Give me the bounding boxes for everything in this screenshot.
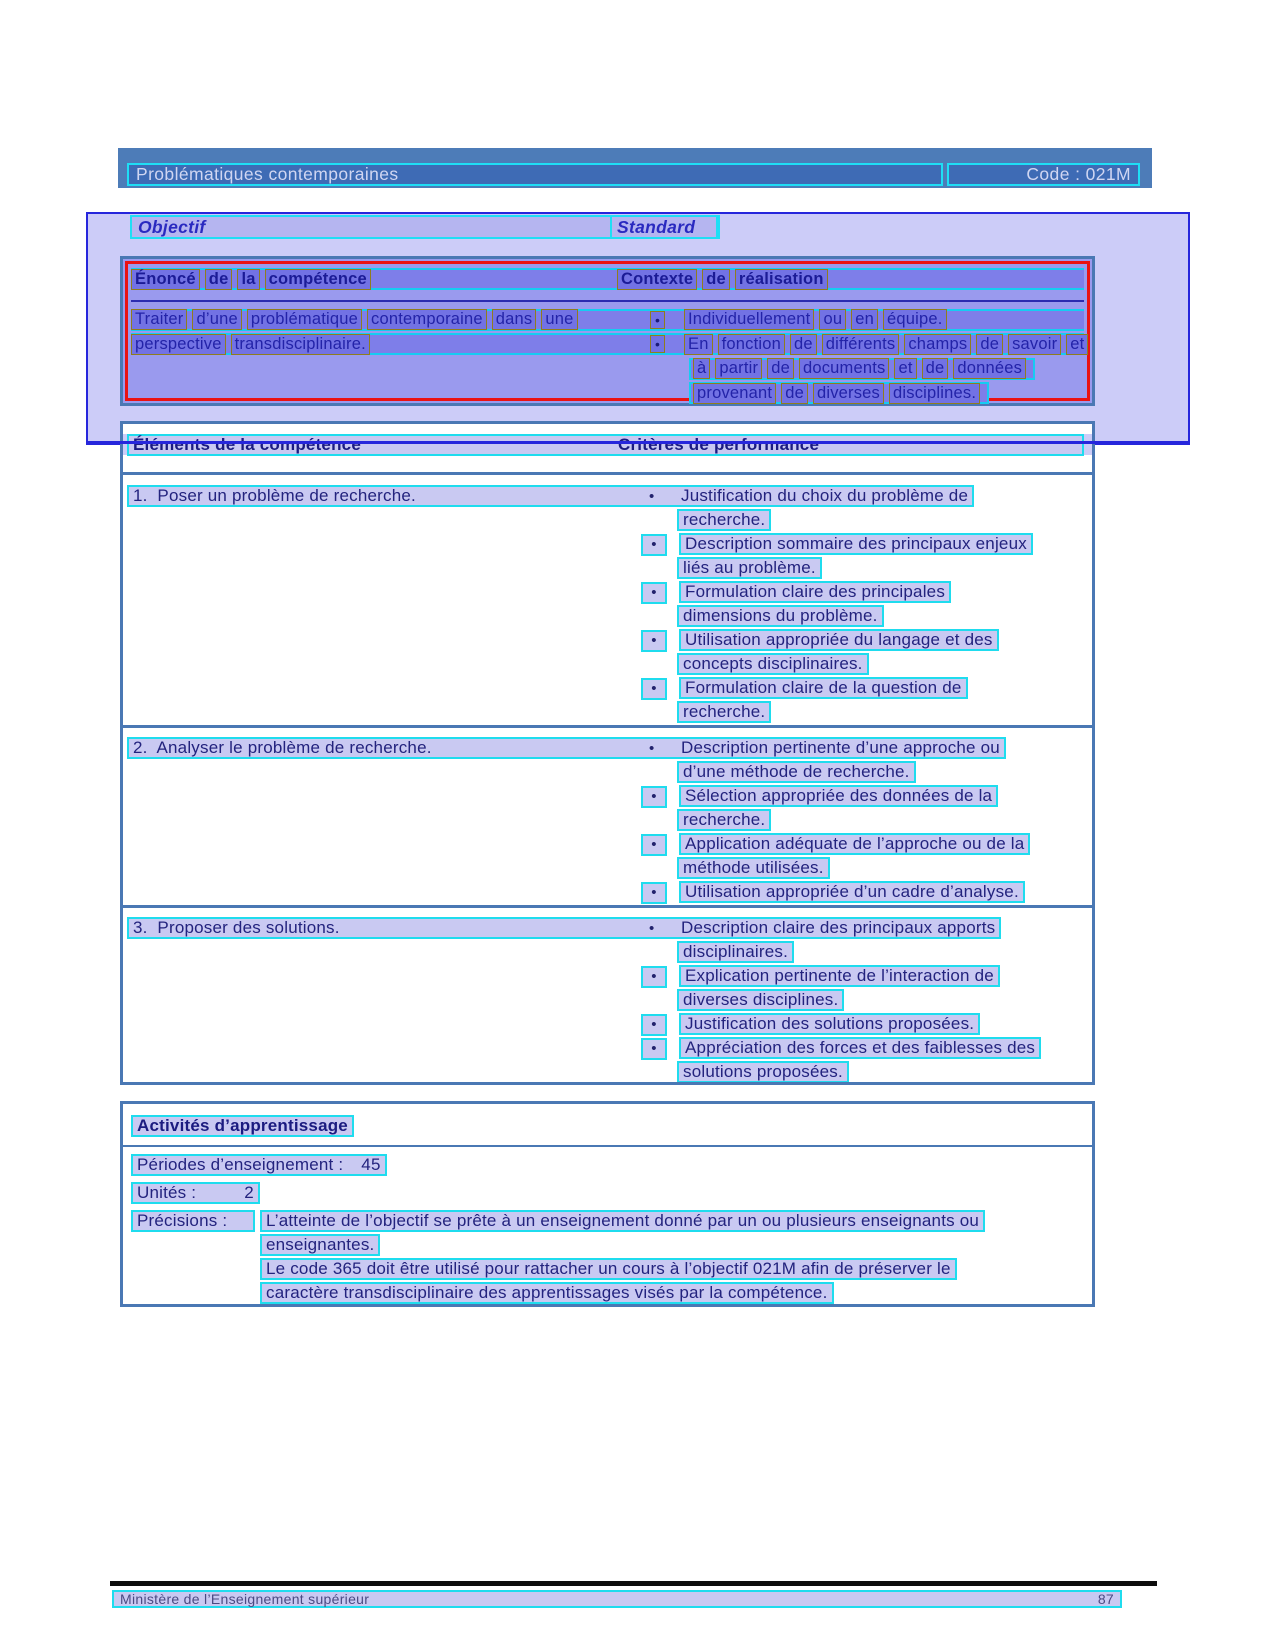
bullet-item: Description pertinente d’une approche ou [681, 738, 1000, 757]
bullet-dot: • [651, 968, 657, 985]
precision-line-row [131, 1258, 957, 1282]
bullet-dot: • [651, 1016, 657, 1033]
precisions-label-box [131, 1210, 255, 1232]
table-row-line [127, 917, 1092, 941]
row-label: 2. Analyser le problème de recherche. [133, 738, 432, 757]
word-highlight-box: à [693, 358, 710, 379]
word-highlight-box: et [1066, 334, 1088, 355]
precision-line-row [131, 1282, 834, 1306]
word-highlight-box: en [851, 309, 878, 330]
bullet-dot: • [649, 739, 655, 757]
table-row-line [127, 1037, 1092, 1061]
table-row [123, 905, 1092, 1085]
table-row-line [127, 965, 1092, 989]
activites-apprentissage-box [120, 1101, 1095, 1307]
bullet-icon [641, 966, 667, 988]
bullet-dot: • [651, 788, 657, 805]
document-header-bar [118, 148, 1152, 188]
field-row-precisions [131, 1210, 985, 1234]
word-highlight-box: différents [822, 334, 900, 355]
bullet-dot: • [651, 680, 657, 697]
unites-label: Unités : [137, 1183, 197, 1202]
table-row-line [127, 857, 1092, 881]
word-highlight-box: de [922, 358, 949, 379]
table-row-line [127, 761, 1092, 785]
word-highlight-box: une [541, 309, 577, 330]
footer-ministry: Ministère de l’Enseignement supérieur [120, 1591, 370, 1607]
word-highlight-box: Énoncé [131, 269, 200, 290]
word-highlight-box: transdisciplinaire. [231, 334, 370, 355]
table-row-line [131, 382, 1084, 407]
table-row-line [127, 941, 1092, 965]
bullet-item: Justification du choix du problème de [681, 486, 969, 505]
section-heading-band [130, 215, 718, 239]
word-highlight-box: de [790, 334, 817, 355]
bullet-icon [650, 311, 665, 329]
word-highlight-box: Traiter [131, 309, 187, 330]
periodes-label: Périodes d’enseignement : [137, 1155, 344, 1174]
word-highlight-box: réalisation [735, 269, 828, 290]
bullet-icon [645, 489, 681, 504]
bullet-icon [641, 834, 667, 856]
word-highlight-box: En [684, 334, 713, 355]
bullet-cell [650, 311, 684, 329]
row-label [131, 334, 650, 355]
activities-title-box [131, 1115, 354, 1137]
bullet-dot: • [651, 632, 657, 649]
word-highlight-box: compétence [265, 269, 371, 290]
word-highlight-box: fonction [718, 334, 785, 355]
activities-title: Activités d’apprentissage [137, 1116, 348, 1135]
table-row-line [127, 881, 1092, 905]
footer-highlight-box [112, 1590, 1122, 1608]
table-row-line [127, 557, 1092, 581]
table-row-line [127, 701, 1092, 725]
precision-line: enseignantes. [260, 1234, 380, 1256]
word-highlight-box: de [205, 269, 233, 290]
standard-heading-box [610, 215, 720, 239]
field-row-unites [131, 1182, 260, 1206]
text-highlight-box [131, 268, 1084, 290]
word-highlight-box: ou [819, 309, 846, 330]
bullet-icon [641, 582, 667, 604]
precision-line: L’atteinte de l’objectif se prête à un enseignement donné par un ou plusieurs enseignants ou [266, 1211, 980, 1230]
column-header-contexte [617, 269, 833, 290]
standard-heading: Standard [617, 216, 696, 237]
word-highlight-box: dans [492, 309, 537, 330]
bullet-icon [641, 630, 667, 652]
bullet-item-continuation: disciplinaires. [677, 941, 794, 963]
table-row-line [127, 833, 1092, 857]
footer-rule [110, 1581, 1157, 1586]
text-highlight-box [127, 737, 1006, 759]
bullet-item: Utilisation appropriée du langage et des [679, 629, 999, 651]
table-row-line [127, 533, 1092, 557]
row-label: 3. Proposer des solutions. [133, 918, 340, 937]
bullet-icon [641, 1038, 667, 1060]
text-highlight-box [127, 163, 943, 186]
bullet-item [684, 309, 952, 330]
table-row-line [127, 653, 1092, 677]
bullet-item-continuation: concepts disciplinaires. [677, 653, 869, 675]
objectif-heading: Objectif [138, 216, 206, 237]
bullet-item: Description sommaire des principaux enjeux [679, 533, 1033, 555]
table-row-line [127, 737, 1092, 761]
text-highlight-box [131, 333, 1084, 355]
bullet-item: Utilisation appropriée d’un cadre d’analyse. [679, 881, 1025, 903]
text-highlight-box [127, 917, 1001, 939]
table-row-line [131, 333, 1084, 358]
table-row-line [131, 358, 1084, 383]
selection-overlay-bottom-edge [86, 441, 1190, 444]
word-highlight-box: Individuellement [684, 309, 814, 330]
word-highlight-box: de [781, 383, 808, 404]
bullet-item-continuation: recherche. [677, 809, 771, 831]
bullet-dot: • [651, 884, 657, 901]
bullet-icon [641, 882, 667, 904]
divider [131, 300, 1084, 302]
word-highlight-box: savoir [1008, 334, 1061, 355]
bullet-icon [641, 1014, 667, 1036]
precision-line-row [131, 1234, 380, 1258]
table-row-line [127, 605, 1092, 629]
bullet-item-continuation: liés au problème. [677, 557, 822, 579]
bullet-dot: • [655, 311, 660, 328]
table-row [123, 725, 1092, 905]
bullet-dot: • [649, 919, 655, 937]
bullet-icon [645, 741, 681, 756]
word-highlight-box: d’une [192, 309, 241, 330]
row-label [131, 309, 650, 330]
precision-line: caractère transdisciplinaire des apprentissages visés par la compétence. [260, 1282, 834, 1304]
periodes-value: 45 [361, 1155, 381, 1174]
word-highlight-box: problématique [247, 309, 362, 330]
document-code: Code : 021M [1026, 164, 1131, 184]
text-highlight-box [689, 382, 989, 404]
text-highlight-box [689, 358, 1035, 380]
table-row-line [127, 785, 1092, 809]
word-highlight-box: contemporaine [367, 309, 487, 330]
footer-page-number: 87 [1097, 1591, 1114, 1607]
table-row-line [127, 989, 1092, 1013]
bullet-item: Application adéquate de l’approche ou de la [679, 833, 1030, 855]
word-highlight-box: la [237, 269, 259, 290]
table-body [131, 309, 1084, 407]
bullet-icon [641, 786, 667, 808]
bullet-item: Justification des solutions proposées. [679, 1013, 980, 1035]
bullet-icon [645, 921, 681, 936]
text-highlight-box [947, 163, 1140, 186]
bullet-dot: • [655, 336, 660, 352]
word-highlight-box: équipe. [883, 309, 947, 330]
bullet-item: Description claire des principaux apports [681, 918, 996, 937]
table-header-row [131, 268, 1084, 293]
text-highlight-box [131, 309, 1084, 331]
precisions-label: Précisions : [137, 1211, 228, 1230]
bullet-item-continuation: d’une méthode de recherche. [677, 761, 916, 783]
bullet-dot: • [649, 487, 655, 505]
bullet-icon [641, 678, 667, 700]
bullet-cell [650, 335, 684, 353]
unites-value: 2 [244, 1183, 254, 1202]
word-highlight-box: et [894, 358, 916, 379]
bullet-item [684, 334, 1093, 355]
word-highlight-box: données [953, 358, 1026, 379]
bullet-item-continuation: solutions proposées. [677, 1061, 849, 1083]
elements-criteres-table [120, 421, 1095, 1085]
text-highlight-box [127, 485, 974, 507]
column-header-criteres: Critères de performance [618, 435, 820, 454]
word-highlight-box: documents [799, 358, 890, 379]
divider [123, 1145, 1092, 1147]
word-highlight-box: champs [904, 334, 971, 355]
bullet-icon [641, 534, 667, 556]
bullet-dot: • [651, 584, 657, 601]
bullet-item: Formulation claire des principales [679, 581, 951, 603]
field-row-periodes [131, 1154, 387, 1178]
bullet-icon [650, 335, 665, 353]
bullet-item: Appréciation des forces et des faiblesses des [679, 1037, 1041, 1059]
text-highlight-box [127, 434, 1084, 456]
bullet-item: Formulation claire de la question de [679, 677, 968, 699]
word-highlight-box: provenant [693, 383, 776, 404]
column-header-elements: Éléments de la compétence [133, 435, 361, 454]
table-row [123, 475, 1092, 725]
document-title: Problématiques contemporaines [136, 164, 399, 184]
table-row-line [127, 581, 1092, 605]
text-highlight-box [131, 1182, 260, 1204]
table-row-line [127, 809, 1092, 833]
word-highlight-box: de [702, 269, 730, 290]
table-row-line [127, 485, 1092, 509]
bullet-item: Sélection appropriée des données de la [679, 785, 998, 807]
enonce-contexte-table [120, 256, 1095, 406]
bullet-item-continuation: diverses disciplines. [677, 989, 844, 1011]
word-highlight-box: de [976, 334, 1003, 355]
bullet-item: Explication pertinente de l’interaction de [679, 965, 1000, 987]
bullet-dot: • [651, 1040, 657, 1057]
table-row-line [127, 677, 1092, 701]
word-highlight-box: perspective [131, 334, 226, 355]
word-highlight-box: Contexte [617, 269, 697, 290]
bullet-dot: • [651, 836, 657, 853]
row-label: 1. Poser un problème de recherche. [133, 486, 416, 505]
word-highlight-box: diverses [813, 383, 884, 404]
column-header-enonce [131, 269, 617, 290]
bullet-item-continuation: méthode utilisées. [677, 857, 830, 879]
bullet-item-continuation: recherche. [677, 509, 771, 531]
table-row-line [127, 1061, 1092, 1085]
word-highlight-box: de [767, 358, 794, 379]
table-row-line [127, 509, 1092, 533]
bullet-item-continuation: recherche. [677, 701, 771, 723]
bullet-item-continuation: dimensions du problème. [677, 605, 884, 627]
table-row-line [127, 1013, 1092, 1037]
text-highlight-box [131, 1154, 387, 1176]
text-highlight-box [260, 1210, 985, 1232]
table-row-line [131, 309, 1084, 334]
table-row-line [127, 629, 1092, 653]
precision-line: Le code 365 doit être utilisé pour rattacher un cours à l’objectif 021M afin de préserver le [260, 1258, 957, 1280]
word-highlight-box: disciplines. [889, 383, 980, 404]
bullet-dot: • [651, 536, 657, 553]
word-highlight-box: partir [715, 358, 762, 379]
